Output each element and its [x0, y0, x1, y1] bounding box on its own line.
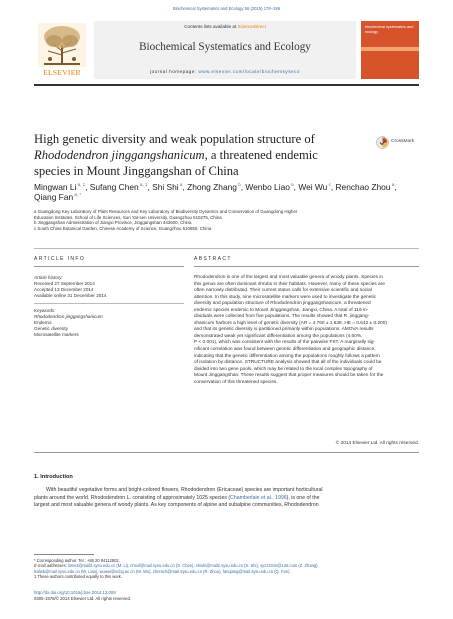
citation-link[interactable]: Chamberlain et al., 1996 [230, 494, 287, 501]
intro-line-3: largest and most valuable genera of woody plants. As key components of alpine and subalpine communities, Rhododendron [34, 502, 319, 509]
footnotes [34, 558, 419, 579]
author-name[interactable]: Renchao Zhou [335, 182, 391, 192]
cover-title: biochemical systematics and ecology [365, 25, 414, 34]
author-affiliation-marker[interactable]: b [236, 182, 241, 188]
abstract-line: Rhododendron is one of the largest and most valuable genera of woody plants. Species in [194, 275, 384, 280]
author-separator: , [293, 182, 299, 192]
journal-masthead [34, 21, 419, 79]
abstract-copyright: © 2014 Elsevier Ltd. All rights reserved. [335, 441, 419, 446]
author-separator: , [182, 182, 188, 192]
elsevier-tree-icon [38, 23, 86, 67]
email-line-2[interactable]: lsslwb@mail.sysu.edu.cn (W. Liao), wuwei@scbg.ac.cn (W. Wu), zhrench@mail.sysu.edu.cn (R. Zhou), fanqiang@mail.sysu.edu.cn (Q. Fan). [34, 568, 291, 574]
contents-prefix: Contents lists available at [184, 24, 238, 29]
title-line-2-rest: , a threatened endemic [204, 148, 318, 162]
abstract-line: divided into two gene pools, which may be related to the local complex topography of [194, 366, 373, 372]
online-date: Available online 31 December 2014 [34, 293, 107, 298]
author-name[interactable]: Sufang Chen [89, 182, 139, 192]
equal-contribution-note: 1 These authors contributed equally to this work. [34, 573, 122, 579]
cover-stripe [361, 47, 419, 51]
abstract-body [194, 275, 419, 386]
author-affiliation-marker[interactable]: a [289, 182, 294, 188]
affiliation-a-line1: a Guangdong Key Laboratory of Plant Resources and Key Laboratory of Biodiversity Dynamics and Conservation of Guangdong Higher [34, 209, 298, 214]
article-title [34, 131, 364, 179]
publisher-name: ELSEVIER [43, 68, 81, 77]
article-info [34, 275, 184, 338]
corresponding-author: * Corresponding author. Tel.: +86 20 84112802. [34, 558, 120, 563]
journal-citation: Biochemical Systematics and Ecology 58 (2015) 178–186 [172, 6, 281, 11]
abstract-end-rule [34, 452, 419, 453]
author-separator: , [85, 182, 90, 192]
issn-line: 0305-1978/© 2014 Elsevier Ltd. All rights reserved. [34, 595, 132, 601]
contents-line [94, 24, 356, 29]
author-separator: , [330, 182, 336, 192]
crossmark-icon [376, 136, 389, 149]
title-line-3: species in Mount Jinggangshan of China [34, 164, 239, 178]
affiliations [34, 209, 419, 231]
author-name[interactable]: Qiang Fan [34, 192, 74, 202]
accepted-date: Accepted 13 December 2014 [34, 287, 94, 292]
title-line-1: High genetic diversity and weak population structure of [34, 132, 315, 146]
abstract-rule [194, 266, 419, 267]
abstract-heading: ABSTRACT [194, 256, 232, 262]
affiliation-b: b Jinggangshan Administration of Jiangxi Province, Jinggangshan 343600, China [34, 220, 192, 226]
abstract-line: shanicum harbors a high level of genetic diversity (AR = 4.760 ± 1.638, HE = 0.642 ± 0.200) [194, 320, 387, 326]
received-date: Received 27 September 2014 [34, 281, 95, 286]
abstract-line: conservation of this threatened species. [194, 379, 278, 385]
author-affiliation-marker[interactable]: a, 1 [76, 182, 86, 188]
journal-homepage [94, 69, 356, 74]
elsevier-logo[interactable] [34, 21, 90, 79]
introduction-heading: 1. Introduction [34, 474, 73, 480]
author-name[interactable]: Wenbo Liao [245, 182, 290, 192]
title-line-2 [34, 147, 364, 163]
species-name: Rhododendron jinggangshanicum [34, 148, 205, 162]
masthead-rule [34, 84, 419, 86]
keyword: Endemic [34, 320, 52, 325]
abstract-line: diversity and population structure of Rhododendron jinggangshanicum, a threatened [194, 301, 371, 307]
abstract-line: often narrowly distributed. Their current status calls for extensive scientific and social [194, 288, 372, 294]
info-divider [34, 303, 184, 304]
affiliation-c: c South China Botanical Garden, Chinese Academy of Science, Guangzhou 510650, China [34, 225, 212, 231]
abstract-line: attention. In this study, nine microsatellite markers were used to investigate the genetic [194, 294, 377, 300]
abstract-line: of isolation by distance. STRUCTURE analysis showed that all of the individuals could be [194, 360, 382, 366]
email-label: E-mail addresses: [34, 563, 68, 569]
footnote-rule [34, 554, 94, 555]
intro-line-2 [34, 495, 419, 503]
author-affiliation-marker[interactable]: a, 1 [138, 182, 148, 188]
affiliation-a-line2: Education Institutes, School of Life Sciences, Sun Yat-sen University, Guangzhou 510275, China [34, 214, 222, 220]
author-affiliation-marker[interactable]: c [327, 182, 331, 188]
homepage-link[interactable]: www.elsevier.com/locate/biochemsyseco [198, 69, 300, 74]
author-affiliation-marker[interactable]: a, * [73, 192, 82, 198]
info-rule [34, 266, 184, 267]
journal-banner [94, 21, 356, 79]
abstract-line: nificant correlation was found between genetic differentiation and geographic distance, [194, 347, 376, 353]
email-list-1[interactable]: limw3@mail2.sysu.edu.cn (M. Li), chsuf@mail.sysu.edu.cn (S. Chen), shishi@mail2.sysu.edu.cn (S. Shi), syzz2010@126.com (Z. Zhang), [67, 563, 319, 569]
author-separator: , [147, 182, 153, 192]
intro-line-2-a: plants around the world. Rhododendron L. consisting of approximately 1025 species ( [34, 494, 231, 501]
author-name[interactable]: Zhong Zhang [187, 182, 237, 192]
abstract-line: indicating that the genetic differentiation among the populations roughly follows a pattern [194, 353, 380, 359]
history-heading: Article history: [34, 275, 63, 280]
sciencedirect-link[interactable]: ScienceDirect [237, 24, 266, 29]
abstract-line: dividuals were collected from five populations. The results showed that R. jinggang- [194, 314, 370, 320]
author-affiliation-marker[interactable]: a [390, 182, 395, 188]
doi-link[interactable]: http://dx.doi.org/10.1016/j.bse.2014.12.008 [34, 590, 116, 595]
abstract-line: P < 0.001), which was consistent with the results of the pairwise FST. A marginally sig- [194, 340, 376, 346]
affiliation-rule [34, 248, 419, 249]
intro-line-1: With beautiful vegetative forms and bright-colored flowers, Rhododendron (Ericaceae) species are important horticultural [46, 487, 323, 493]
journal-title[interactable]: Biochemical Systematics and Ecology [139, 41, 311, 53]
abstract-line: and that its genetic diversity is partitioned primarily within populations. AMOVA results [194, 327, 374, 333]
crossmark-badge[interactable] [376, 136, 420, 150]
keyword: Rhododendron jinggangshanicum [34, 314, 103, 319]
author-name[interactable]: Shi Shi [152, 182, 179, 192]
abstract-line: endemic species endemic to Mount Jinggangshan, Jiangxi, China. A total of 119 in- [194, 307, 369, 313]
intro-line-2-b: ), is one of the [286, 494, 320, 501]
doi-block [34, 590, 131, 601]
author-affiliation-marker[interactable]: a [178, 182, 183, 188]
abstract-line: this genus are often dominant shrubs in their habitats. However, many of these species are [194, 281, 385, 287]
article-info-heading: ARTICLE INFO [34, 256, 86, 262]
journal-cover-thumbnail[interactable] [361, 21, 419, 79]
keyword: Genetic diversity [34, 326, 68, 331]
keywords-heading: Keywords: [34, 308, 56, 313]
author-separator: , [240, 182, 246, 192]
author-separator: , [394, 182, 397, 192]
abstract-line: Mount Jinggangshan. These results suggest that proper measures should be taken for the [194, 373, 384, 379]
homepage-prefix: journal homepage: [150, 69, 199, 74]
crossmark-label: CrossMark [391, 139, 415, 144]
keyword: Microsatellite markers [34, 332, 79, 337]
introduction-body [34, 487, 419, 510]
abstract-line: demonstrated weak yet significant differentiation among the populations (4.60%, [194, 333, 363, 339]
author-list [34, 182, 419, 202]
author-name[interactable]: Mingwan Li [34, 182, 77, 192]
author-name[interactable]: Wei Wu [298, 182, 328, 192]
